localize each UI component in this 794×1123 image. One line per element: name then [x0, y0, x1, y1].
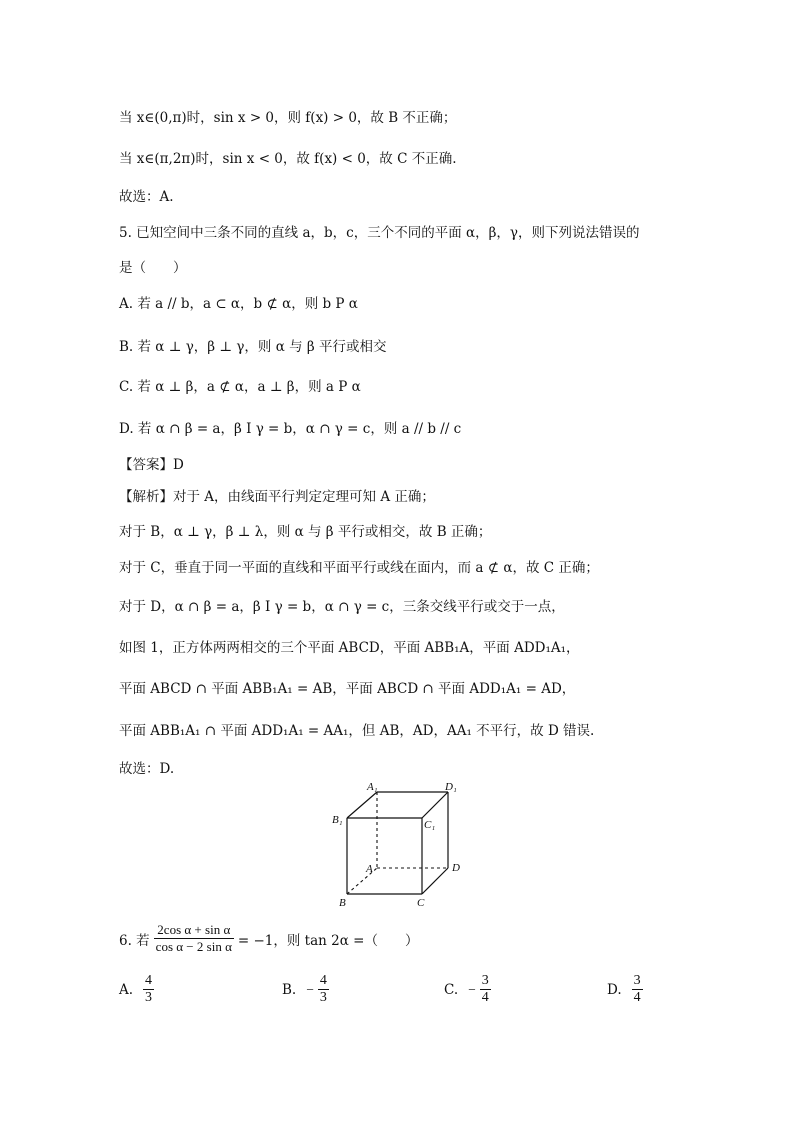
- option-6b: [282, 973, 329, 1006]
- fraction-denominator: 3: [145, 990, 153, 1005]
- fraction-numerator: 2cos α + sin α: [157, 922, 231, 937]
- label-c1: C₁: [424, 819, 436, 831]
- analysis-plane-2: 平面 ABB₁A₁ ∩ 平面 ADD₁A₁ = AA₁，但 AB，AD，AA₁ 不平行，故 D 错误.: [119, 723, 595, 739]
- analysis-d: 对于 D，α ∩ β = a，β I γ = b，α ∩ γ = c，三条交线平行或交于一点，: [119, 599, 565, 615]
- label-a1: A₁: [367, 781, 378, 793]
- text-line: 当 x∈(π,2π)时，sin x < 0，故 f(x) < 0，故 C 不正确.: [119, 151, 457, 167]
- fraction-denominator: 4: [633, 990, 641, 1005]
- option-fraction: [480, 973, 491, 1006]
- label-b1: B₁: [332, 814, 343, 826]
- option-a: A. 若 a // b，a ⊂ α，b ⊄ α，则 b P α: [119, 296, 358, 312]
- fraction-denominator: 3: [319, 990, 327, 1005]
- option-b: B. 若 α ⊥ γ，β ⊥ γ，则 α 与 β 平行或相交: [119, 339, 387, 355]
- label-a: A: [366, 863, 373, 875]
- cube-figure: [325, 780, 475, 915]
- fraction-denominator: 4: [481, 990, 489, 1005]
- question-5-stem-cont: 是（ ）: [119, 260, 187, 276]
- label-c: C: [417, 897, 425, 909]
- question-6-options: [0, 973, 794, 1033]
- analysis-b: 对于 B，α ⊥ γ，β ⊥ λ，则 α 与 β 平行或相交，故 B 正确；: [119, 524, 492, 540]
- analysis: 【解析】对于 A，由线面平行判定定理可知 A 正确；: [119, 489, 435, 505]
- question-6: [119, 922, 418, 955]
- text-line: 当 x∈(0,π)时，sin x > 0，则 f(x) > 0，故 B 不正确；: [119, 110, 457, 126]
- option-label: A.: [119, 981, 134, 998]
- question-6-fraction: [154, 922, 234, 955]
- option-label: B.: [282, 981, 297, 998]
- option-6c: [444, 973, 491, 1006]
- fraction-numerator: 4: [145, 973, 153, 988]
- option-label: C.: [444, 981, 459, 998]
- label-d1: D₁: [445, 781, 457, 793]
- option-6d: [607, 973, 643, 1006]
- option-fraction: [318, 973, 329, 1006]
- fraction-numerator: 3: [481, 973, 489, 988]
- fraction-denominator: cos α − 2 sin α: [155, 939, 232, 954]
- option-6a: [119, 973, 154, 1006]
- question-5-stem: 5. 已知空间中三条不同的直线 a，b，c，三个不同的平面 α，β，γ，则下列说法错误的: [119, 225, 640, 241]
- option-sign: −: [306, 981, 314, 997]
- option-fraction: [143, 973, 154, 1006]
- option-fraction: [632, 973, 643, 1006]
- option-sign: −: [468, 981, 476, 997]
- label-d: D: [452, 862, 460, 874]
- option-label: D.: [607, 981, 622, 998]
- text-line: 故选：A.: [119, 189, 174, 205]
- option-d: D. 若 α ∩ β = a，β I γ = b，α ∩ γ = c，则 a // b // c: [119, 421, 462, 437]
- text-line: 故选：D.: [119, 761, 175, 777]
- label-b: B: [339, 897, 346, 909]
- fraction-numerator: 4: [319, 973, 327, 988]
- question-6-suffix: = −1，则 tan 2α =（ ）: [237, 932, 419, 949]
- analysis-c: 对于 C，垂直于同一平面的直线和平面平行或线在面内，而 a ⊄ α，故 C 正确；: [119, 560, 599, 576]
- fraction-numerator: 3: [633, 973, 641, 988]
- analysis-figure-ref: 如图 1，正方体两两相交的三个平面 ABCD，平面 ABB₁A，平面 ADD₁A₁，: [119, 640, 580, 656]
- analysis-plane-1: 平面 ABCD ∩ 平面 ABB₁A₁ = AB，平面 ABCD ∩ 平面 ADD₁A₁ = AD，: [119, 681, 576, 697]
- answer: 【答案】D: [119, 457, 184, 473]
- question-6-prefix: 6. 若: [119, 932, 150, 949]
- option-c: C. 若 α ⊥ β，a ⊄ α，a ⊥ β，则 a P α: [119, 379, 361, 395]
